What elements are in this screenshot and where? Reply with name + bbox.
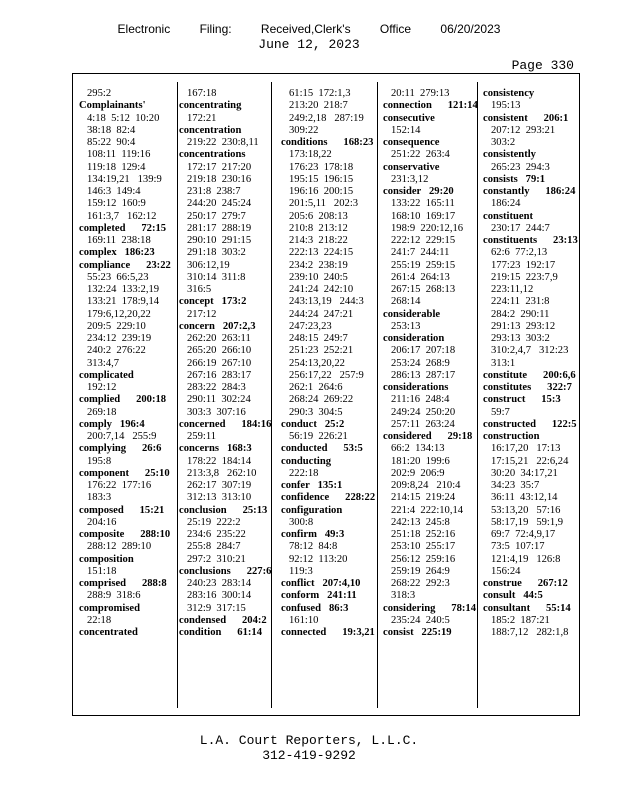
index-reference: 159:12 160:9 [87, 198, 146, 210]
index-term: consideration [383, 333, 445, 344]
index-reference: 251:22 263:4 [391, 149, 450, 161]
index-term: consistently [483, 149, 536, 161]
index-reference: 192:12 [87, 382, 117, 393]
index-reference: 310:14 311:8 [187, 271, 246, 283]
stamp-filing: Filing: [199, 22, 232, 36]
column-divider [177, 82, 178, 708]
index-reference: 178:22 184:14 [187, 455, 252, 467]
index-term: construe 267:12 [483, 578, 568, 589]
index-term: concerns 168:3 [179, 443, 252, 455]
index-term: composed 15:21 [79, 504, 165, 516]
index-reference: 181:20 199:6 [391, 455, 450, 467]
index-reference: 316:5 [187, 284, 212, 295]
index-reference: 152:14 [391, 124, 421, 136]
index-reference: 256:17,22 257:9 [289, 369, 364, 381]
index-reference: 221:4 222:10,14 [391, 504, 464, 516]
index-column-5 [483, 88, 581, 708]
index-reference: 242:13 245:8 [391, 516, 450, 528]
index-reference: 30:20 34:17,21 [491, 467, 558, 479]
footer-phone: 312-419-9292 [262, 748, 356, 763]
index-reference: 224:11 231:8 [491, 296, 550, 308]
index-reference: 261:4 264:13 [391, 271, 450, 283]
index-reference: 22:18 [87, 614, 112, 626]
index-reference: 284:2 290:11 [491, 308, 550, 320]
index-reference: 121:4,19 126:8 [491, 553, 561, 565]
stamp-office: Office [379, 22, 412, 36]
index-reference: 61:15 172:1,3 [289, 88, 351, 99]
index-reference: 240:2 276:22 [87, 345, 146, 357]
index-term: consult 44:5 [483, 590, 543, 602]
index-term: component 25:10 [79, 467, 170, 479]
index-term: concept 173:2 [179, 296, 247, 308]
index-reference: 161:10 [289, 614, 319, 626]
index-reference: 207:12 293:21 [491, 124, 556, 136]
index-reference: 269:18 [87, 406, 117, 418]
index-reference: 213:3,8 262:10 [187, 467, 257, 479]
index-term: construct 15:3 [483, 394, 561, 406]
index-reference: 20:11 279:13 [391, 88, 450, 99]
index-term: confer 135:1 [281, 480, 343, 491]
index-reference: 230:17 244:7 [491, 222, 550, 234]
index-reference: 58:17,19 59:1,9 [491, 516, 564, 528]
index-term: connection 121:14 [383, 100, 478, 112]
column-divider [377, 82, 378, 708]
index-reference: 185:2 187:21 [491, 614, 550, 626]
index-reference: 36:11 43:12,14 [491, 492, 558, 504]
index-reference: 161:3,7 162:12 [87, 210, 157, 222]
index-reference: 119:3 [289, 565, 313, 577]
index-reference: 66:2 134:13 [391, 443, 445, 455]
index-term: condensed 204:2 [179, 614, 267, 626]
index-term: composition [79, 553, 134, 565]
index-reference: 222:18 [289, 467, 319, 479]
index-reference: 248:15 249:7 [289, 333, 348, 344]
index-reference: 243:13,19 244:3 [289, 296, 364, 308]
index-reference: 283:22 284:3 [187, 382, 246, 393]
index-reference: 168:10 169:17 [391, 210, 456, 222]
index-reference: 268:14 [391, 296, 421, 308]
index-term: constructed 122:5 [483, 418, 577, 430]
index-reference: 244:20 245:24 [187, 198, 252, 210]
index-reference: 16:17,20 17:13 [491, 443, 561, 455]
index-reference: 211:16 248:4 [391, 394, 450, 406]
index-column-3 [281, 88, 379, 708]
index-reference: 283:16 300:14 [187, 590, 252, 602]
index-reference: 268:24 269:22 [289, 394, 354, 406]
index-reference: 290:10 291:15 [187, 235, 252, 246]
index-reference: 146:3 149:4 [87, 186, 141, 197]
index-reference: 213:20 218:7 [289, 100, 348, 112]
index-reference: 198:9 220:12,16 [391, 222, 464, 234]
index-reference: 262:20 263:11 [187, 333, 251, 344]
index-term: construction [483, 431, 540, 442]
index-reference: 239:10 240:5 [289, 271, 348, 283]
index-reference: 205:6 208:13 [289, 210, 348, 222]
index-term: constituent [483, 210, 534, 222]
index-reference: 195:8 [87, 455, 112, 467]
index-reference: 303:3 307:16 [187, 406, 246, 418]
index-reference: 247:23,23 [289, 320, 332, 332]
index-term: consist 225:19 [383, 627, 452, 638]
index-reference: 266:19 267:10 [187, 357, 252, 369]
index-term: conditions 168:23 [281, 137, 374, 148]
index-term: constantly 186:24 [483, 186, 576, 197]
index-reference: 259:11 [187, 431, 217, 442]
index-reference: 244:24 247:21 [289, 308, 354, 320]
index-term: constitute 200:6,6 [483, 369, 576, 381]
index-reference: 253:13 [391, 320, 421, 332]
index-reference: 241:24 242:10 [289, 284, 354, 295]
index-term: concentrated [79, 627, 138, 638]
index-reference: 172:17 217:20 [187, 161, 252, 173]
index-reference: 69:7 72:4,9,17 [491, 529, 556, 540]
index-reference: 38:18 82:4 [87, 124, 136, 136]
index-term: conflict 207:4,10 [281, 578, 361, 589]
index-term: completed 72:15 [79, 222, 167, 234]
index-reference: 290:11 302:24 [187, 394, 251, 406]
index-reference: 265:23 294:3 [491, 161, 550, 173]
index-reference: 290:3 304:5 [289, 406, 343, 418]
index-reference: 259:19 264:9 [391, 565, 450, 577]
index-term: conducting [281, 455, 332, 467]
index-reference: 262:17 307:19 [187, 480, 252, 491]
index-reference: 286:13 287:17 [391, 369, 456, 381]
index-reference: 268:22 292:3 [391, 578, 450, 589]
stamp-received: Received,Clerk's [260, 22, 351, 36]
index-term: comprised 288:8 [79, 578, 167, 589]
index-reference: 249:2,18 287:19 [289, 112, 364, 124]
index-reference: 34:23 35:7 [491, 480, 540, 491]
index-reference: 295:2 [87, 88, 112, 99]
index-term: constitutes 322:7 [483, 382, 572, 393]
index-reference: 176:23 178:18 [289, 161, 354, 173]
index-term: consequence [383, 137, 440, 148]
index-column-1 [79, 88, 177, 708]
index-reference: 195:15 196:15 [289, 173, 354, 185]
index-reference: 240:23 283:14 [187, 578, 252, 589]
index-reference: 85:22 90:4 [87, 137, 136, 148]
index-reference: 92:12 113:20 [289, 553, 348, 565]
index-term: complicated [79, 369, 134, 381]
index-reference: 267:15 268:13 [391, 284, 456, 295]
index-reference: 235:24 240:5 [391, 614, 450, 626]
index-reference: 55:23 66:5,23 [87, 271, 149, 283]
index-reference: 133:22 165:11 [391, 198, 455, 210]
index-term: consultant 55:14 [483, 602, 571, 614]
index-reference: 206:17 207:18 [391, 345, 456, 357]
index-reference: 119:18 129:4 [87, 161, 146, 173]
index-term: concerned 184:16 [179, 418, 272, 430]
index-reference: 151:18 [87, 565, 117, 577]
index-reference: 219:22 230:8,11 [187, 137, 259, 148]
index-term: configuration [281, 504, 343, 516]
index-reference: 4:18 5:12 10:20 [87, 112, 160, 124]
index-term: consistency [483, 88, 535, 99]
index-term: consider 29:20 [383, 186, 454, 197]
index-term: conduct 25:2 [281, 418, 345, 430]
footer-court-reporters: L.A. Court Reporters, L.L.C. [199, 733, 419, 748]
transcript-date: June 12, 2023 [258, 37, 360, 52]
index-reference: 265:20 266:10 [187, 345, 252, 357]
index-reference: 62:6 77:2,13 [491, 247, 548, 259]
index-term: considerations [383, 382, 449, 393]
index-reference: 195:13 [491, 100, 521, 112]
index-term: considered 29:18 [383, 431, 473, 442]
index-term: comply 196:4 [79, 418, 145, 430]
index-reference: 209:8,24 210:4 [391, 480, 461, 491]
index-reference: 251:18 252:16 [391, 529, 456, 540]
index-reference: 179:6,12,20,22 [87, 308, 151, 320]
index-reference: 53:13,20 57:16 [491, 504, 561, 516]
index-term: concentrations [179, 149, 246, 161]
index-reference: 253:24 268:9 [391, 357, 450, 369]
index-column-2 [179, 88, 277, 708]
column-divider [271, 82, 272, 708]
index-term: conclusions 227:6 [179, 565, 272, 577]
index-reference: 202:9 206:9 [391, 467, 445, 479]
index-reference: 56:19 226:21 [289, 431, 348, 442]
page-number: Page 330 [511, 58, 574, 73]
index-reference: 234:6 235:22 [187, 529, 246, 540]
index-term: complying 26:6 [79, 443, 162, 455]
index-reference: 204:16 [87, 516, 117, 528]
index-reference: 219:15 223:7,9 [491, 271, 558, 283]
index-term: compromised [79, 602, 141, 614]
index-reference: 250:17 279:7 [187, 210, 246, 222]
index-term: concentration [179, 124, 242, 136]
stamp-label: Electronic [117, 22, 171, 36]
index-column-4 [383, 88, 481, 708]
index-reference: 249:24 250:20 [391, 406, 456, 418]
index-reference: 291:13 293:12 [491, 320, 556, 332]
index-term: considering 78:14 [383, 602, 476, 614]
index-term: concern 207:2,3 [179, 320, 256, 332]
index-reference: 217:12 [187, 308, 217, 320]
index-reference: 186:24 [491, 198, 521, 210]
index-reference: 253:10 255:17 [391, 541, 456, 553]
index-term: conform 241:11 [281, 590, 357, 602]
index-reference: 297:2 310:21 [187, 553, 246, 565]
index-reference: 288:9 318:6 [87, 590, 141, 602]
index-reference: 310:2,4,7 312:23 [491, 345, 569, 357]
index-reference: 196:16 200:15 [289, 186, 354, 197]
index-reference: 177:23 192:17 [491, 259, 556, 271]
index-term: connected 19:3,21 [281, 627, 375, 638]
index-reference: 231:8 238:7 [187, 186, 241, 197]
index-reference: 183:3 [87, 492, 112, 504]
index-reference: 73:5 107:17 [491, 541, 545, 553]
index-reference: 256:12 259:16 [391, 553, 456, 565]
index-reference: 172:21 [187, 112, 217, 124]
index-reference: 219:18 230:16 [187, 173, 252, 185]
index-reference: 303:2 [491, 137, 516, 148]
index-reference: 300:8 [289, 516, 314, 528]
index-reference: 234:2 238:19 [289, 259, 348, 271]
index-term: consistent 206:1 [483, 112, 569, 124]
index-reference: 262:1 264:6 [289, 382, 343, 393]
index-term: concentrating [179, 100, 242, 112]
index-reference: 222:12 229:15 [391, 235, 456, 246]
index-reference: 134:19,21 139:9 [87, 173, 162, 185]
index-reference: 108:11 119:16 [87, 149, 151, 161]
index-reference: 231:3,12 [391, 173, 429, 185]
index-term: composite 288:10 [79, 529, 171, 540]
index-term: conducted 53:5 [281, 443, 363, 455]
index-term: conservative [383, 161, 440, 173]
index-reference: 251:23 252:21 [289, 345, 354, 357]
index-reference: 201:5,11 202:3 [289, 198, 359, 210]
index-reference: 222:13 224:15 [289, 247, 354, 259]
index-reference: 312:9 317:15 [187, 602, 246, 614]
index-reference: 78:12 84:8 [289, 541, 338, 553]
index-reference: 306:12,19 [187, 259, 230, 271]
index-reference: 214:15 219:24 [391, 492, 456, 504]
index-term: considerable [383, 308, 441, 320]
index-reference: 173:18,22 [289, 149, 332, 161]
index-term: complex 186:23 [79, 247, 155, 259]
index-reference: 293:13 303:2 [491, 333, 550, 344]
index-reference: 255:19 259:15 [391, 259, 456, 271]
index-term: conclusion 25:13 [179, 504, 268, 516]
index-reference: 210:8 213:12 [289, 222, 348, 234]
index-reference: 188:7,12 282:1,8 [491, 627, 569, 638]
index-reference: 241:7 244:11 [391, 247, 450, 259]
index-reference: 313:1 [491, 357, 516, 369]
index-reference: 133:21 178:9,14 [87, 296, 160, 308]
index-reference: 167:18 [187, 88, 217, 99]
index-reference: 234:12 239:19 [87, 333, 152, 344]
index-reference: 200:7,14 255:9 [87, 431, 157, 442]
index-term: compliance 23:22 [79, 259, 171, 271]
index-reference: 254:13,20,22 [289, 357, 345, 369]
word-index-table [72, 73, 580, 716]
index-term: constituents 23:13 [483, 235, 578, 246]
index-reference: 318:3 [391, 590, 416, 602]
index-reference: 156:24 [491, 565, 521, 577]
index-reference: 313:4,7 [87, 357, 120, 369]
index-reference: 281:17 288:19 [187, 222, 252, 234]
index-reference: 267:16 283:17 [187, 369, 252, 381]
index-term: Complainants' [79, 100, 146, 112]
index-reference: 309:22 [289, 124, 319, 136]
index-reference: 59:7 [491, 406, 510, 418]
index-reference: 169:11 238:18 [87, 235, 151, 246]
stamp-date: 06/20/2023 [440, 22, 501, 36]
index-reference: 209:5 229:10 [87, 320, 146, 332]
column-divider [477, 82, 478, 708]
index-reference: 214:3 218:22 [289, 235, 348, 246]
index-reference: 17:15,21 22:6,24 [491, 455, 569, 467]
index-reference: 291:18 303:2 [187, 247, 246, 259]
index-term: consists 79:1 [483, 173, 546, 185]
index-term: complied 200:18 [79, 394, 167, 406]
index-reference: 223:11,12 [491, 284, 534, 295]
index-reference: 288:12 289:10 [87, 541, 152, 553]
index-term: consecutive [383, 112, 435, 124]
index-reference: 132:24 133:2,19 [87, 284, 160, 295]
index-term: confused 86:3 [281, 602, 349, 614]
index-term: confidence 228:22 [281, 492, 376, 504]
index-reference: 257:11 263:24 [391, 418, 455, 430]
index-reference: 255:8 284:7 [187, 541, 241, 553]
index-reference: 25:19 222:2 [187, 516, 241, 528]
index-term: confirm 49:3 [281, 529, 345, 540]
index-term: condition 61:14 [179, 627, 262, 638]
index-reference: 312:13 313:10 [187, 492, 252, 504]
electronic-filing-stamp [0, 22, 618, 36]
index-reference: 176:22 177:16 [87, 480, 152, 491]
